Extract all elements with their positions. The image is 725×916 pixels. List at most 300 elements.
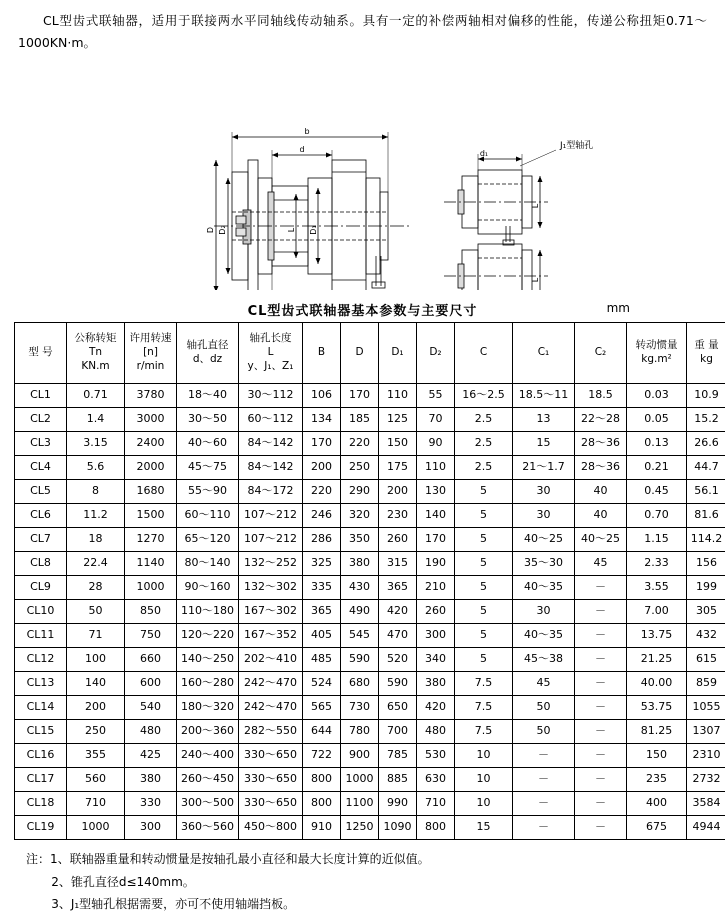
table-cell: 900 — [341, 743, 379, 767]
table-row — [15, 623, 725, 647]
table-cell: 71 — [67, 623, 125, 647]
table-cell: 1680 — [125, 479, 177, 503]
table-cell: 250 — [67, 719, 125, 743]
table-row — [15, 383, 725, 407]
table-cell: 2.33 — [627, 551, 687, 575]
table-cell: 3.55 — [627, 575, 687, 599]
table-header-cell — [67, 322, 125, 383]
table-cell: 0.45 — [627, 479, 687, 503]
table-cell: 405 — [303, 623, 341, 647]
table-cell: CL19 — [15, 815, 67, 839]
table-cell: 167～302 — [239, 599, 303, 623]
table-header-cell — [15, 322, 67, 383]
table-cell: 480 — [417, 719, 455, 743]
intro-paragraph: CL型齿式联轴器，适用于联接两水平同轴线传动轴系。具有一定的补偿两轴相对偏移的性能，传递公称扭矩0.71～1000KN·m。 — [0, 0, 725, 54]
table-cell: 70 — [417, 407, 455, 431]
table-cell: CL3 — [15, 431, 67, 455]
table-cell: 8 — [67, 479, 125, 503]
table-cell: CL18 — [15, 791, 67, 815]
table-cell: 1.4 — [67, 407, 125, 431]
table-cell: 850 — [125, 599, 177, 623]
table-header-cell — [417, 322, 455, 383]
table-unit: mm — [607, 301, 630, 315]
table-cell: 650 — [379, 695, 417, 719]
table-cell: 0.21 — [627, 455, 687, 479]
table-cell: 40～60 — [177, 431, 239, 455]
table-cell: 450～800 — [239, 815, 303, 839]
table-cell: 520 — [379, 647, 417, 671]
table-cell: 1500 — [125, 503, 177, 527]
table-cell: 7.5 — [455, 671, 513, 695]
table-cell: 22～28 — [575, 407, 627, 431]
table-header-cell — [303, 322, 341, 383]
table-cell: 380 — [125, 767, 177, 791]
table-header-cell — [379, 322, 417, 383]
table-cell: 2.5 — [455, 431, 513, 455]
table-cell: 700 — [379, 719, 417, 743]
table-cell: 30～112 — [239, 383, 303, 407]
table-cell: 140 — [417, 503, 455, 527]
table-header-cell — [177, 322, 239, 383]
table-cell: 81.6 — [687, 503, 725, 527]
table-cell: 1000 — [125, 575, 177, 599]
table-header-cell — [455, 322, 513, 383]
table-cell: 330～650 — [239, 767, 303, 791]
table-cell: 0.13 — [627, 431, 687, 455]
table-cell: 56.1 — [687, 479, 725, 503]
table-cell: 305 — [687, 599, 725, 623]
table-cell: 2.5 — [455, 455, 513, 479]
table-cell: 0.70 — [627, 503, 687, 527]
table-cell: 11.2 — [67, 503, 125, 527]
table-cell: 780 — [341, 719, 379, 743]
table-cell: 5 — [455, 479, 513, 503]
table-cell: 55～90 — [177, 479, 239, 503]
table-row — [15, 767, 725, 791]
table-cell: CL17 — [15, 767, 67, 791]
table-cell: 722 — [303, 743, 341, 767]
table-cell: 335 — [303, 575, 341, 599]
table-cell: 3584 — [687, 791, 725, 815]
table-row — [15, 503, 725, 527]
table-cell: 13.75 — [627, 623, 687, 647]
table-cell: 320 — [341, 503, 379, 527]
table-cell: CL7 — [15, 527, 67, 551]
table-cell: 859 — [687, 671, 725, 695]
table-cell: 53.75 — [627, 695, 687, 719]
table-cell: 1270 — [125, 527, 177, 551]
table-cell: － — [513, 743, 575, 767]
table-cell: 2732 — [687, 767, 725, 791]
table-cell: － — [575, 719, 627, 743]
table-cell: 3.15 — [67, 431, 125, 455]
table-cell: 44.7 — [687, 455, 725, 479]
table-row — [15, 815, 725, 839]
table-cell: 1100 — [341, 791, 379, 815]
table-cell: 210 — [417, 575, 455, 599]
table-cell: 190 — [417, 551, 455, 575]
table-cell: 170 — [341, 383, 379, 407]
table-row — [15, 527, 725, 551]
table-cell: CL2 — [15, 407, 67, 431]
table-cell: 81.25 — [627, 719, 687, 743]
table-cell: 0.05 — [627, 407, 687, 431]
table-cell: 80～140 — [177, 551, 239, 575]
table-cell: 60～110 — [177, 503, 239, 527]
table-cell: 10 — [455, 743, 513, 767]
table-cell: 3000 — [125, 407, 177, 431]
note-1: 注：1、联轴器重量和转动惯量是按轴孔最小直径和最大长度计算的近似值。 — [26, 848, 707, 871]
table-cell: 430 — [341, 575, 379, 599]
table-cell: 1055 — [687, 695, 725, 719]
table-cell: 730 — [341, 695, 379, 719]
table-header-line: B — [304, 346, 339, 360]
table-cell: 420 — [379, 599, 417, 623]
table-cell: 560 — [67, 767, 125, 791]
table-cell: CL12 — [15, 647, 67, 671]
table-cell: 22.4 — [67, 551, 125, 575]
table-row — [15, 575, 725, 599]
table-cell: 15 — [455, 815, 513, 839]
table-cell: 710 — [417, 791, 455, 815]
table-cell: 242～470 — [239, 695, 303, 719]
table-cell: 28～36 — [575, 455, 627, 479]
table-cell: 125 — [379, 407, 417, 431]
table-cell: 330 — [125, 791, 177, 815]
table-cell: 590 — [379, 671, 417, 695]
table-cell: 7.5 — [455, 695, 513, 719]
table-cell: 65～120 — [177, 527, 239, 551]
table-cell: 13 — [513, 407, 575, 431]
table-cell: 10 — [455, 767, 513, 791]
table-cell: 615 — [687, 647, 725, 671]
table-cell: 110 — [417, 455, 455, 479]
table-cell: 45～38 — [513, 647, 575, 671]
table-cell: 2400 — [125, 431, 177, 455]
table-cell: 490 — [341, 599, 379, 623]
table-cell: 55 — [417, 383, 455, 407]
table-header-cell — [239, 322, 303, 383]
technical-drawing — [0, 60, 725, 290]
table-header-line: [n] — [126, 346, 175, 360]
table-cell: 800 — [303, 791, 341, 815]
table-cell: 170 — [303, 431, 341, 455]
table-cell: 150 — [627, 743, 687, 767]
table-header — [15, 322, 725, 383]
table-cell: 21.25 — [627, 647, 687, 671]
table-cell: 485 — [303, 647, 341, 671]
table-cell: 21～1.7 — [513, 455, 575, 479]
table-cell: 107～212 — [239, 527, 303, 551]
table-cell: CL11 — [15, 623, 67, 647]
table-cell: 15 — [513, 431, 575, 455]
table-cell: 120～220 — [177, 623, 239, 647]
table-cell: 432 — [687, 623, 725, 647]
table-cell: － — [575, 815, 627, 839]
table-cell: 300～500 — [177, 791, 239, 815]
table-cell: 18.5～11 — [513, 383, 575, 407]
note-2: 2、锥孔直径d≤140mm。 — [26, 871, 707, 894]
table-header-line: C₂ — [576, 346, 625, 360]
table-cell: 2.5 — [455, 407, 513, 431]
table-row — [15, 407, 725, 431]
table-cell: 107～212 — [239, 503, 303, 527]
table-title: CL型齿式联轴器基本参数与主要尺寸 — [0, 300, 725, 319]
table-cell: 565 — [303, 695, 341, 719]
table-cell: 710 — [67, 791, 125, 815]
table-header-line: 公称转矩 — [68, 332, 123, 346]
table-cell: 1000 — [67, 815, 125, 839]
table-cell: － — [575, 743, 627, 767]
table-header-line: C₁ — [514, 346, 573, 360]
table-row — [15, 743, 725, 767]
table-cell: CL10 — [15, 599, 67, 623]
table-cell: 84～142 — [239, 455, 303, 479]
table-cell: 40 — [575, 479, 627, 503]
table-cell: 350 — [341, 527, 379, 551]
table-header-line: 转动惯量 — [628, 339, 685, 353]
label-D1-inner: D₁ — [309, 225, 318, 234]
table-cell: 5 — [455, 623, 513, 647]
table-cell: 0.71 — [67, 383, 125, 407]
table-cell: 18 — [67, 527, 125, 551]
table-cell: 132～252 — [239, 551, 303, 575]
table-cell: 30～50 — [177, 407, 239, 431]
table-header-row — [15, 322, 725, 383]
table-cell: 45～75 — [177, 455, 239, 479]
table-header-line: kg.m² — [628, 353, 685, 367]
table-row — [15, 719, 725, 743]
table-cell: 160～280 — [177, 671, 239, 695]
table-cell: － — [575, 767, 627, 791]
table-cell: 50 — [513, 695, 575, 719]
table-cell: － — [575, 695, 627, 719]
table-header-cell — [627, 322, 687, 383]
table-cell: 167～352 — [239, 623, 303, 647]
table-cell: 106 — [303, 383, 341, 407]
table-header-line: r/min — [126, 360, 175, 374]
table-cell: 90 — [417, 431, 455, 455]
table-cell: 5 — [455, 647, 513, 671]
spec-table — [14, 322, 725, 840]
table-cell: 110～180 — [177, 599, 239, 623]
table-row — [15, 479, 725, 503]
table-body — [15, 383, 725, 839]
table-cell: 175 — [379, 455, 417, 479]
label-b: b — [304, 127, 309, 136]
table-cell: CL6 — [15, 503, 67, 527]
table-cell: － — [575, 599, 627, 623]
label-D: D — [206, 227, 215, 233]
table-cell: 355 — [67, 743, 125, 767]
table-cell: CL13 — [15, 671, 67, 695]
table-row — [15, 599, 725, 623]
table-cell: 360～560 — [177, 815, 239, 839]
table-cell: 40～35 — [513, 575, 575, 599]
table-cell: 380 — [417, 671, 455, 695]
table-cell: 800 — [303, 767, 341, 791]
table-cell: 325 — [303, 551, 341, 575]
table-cell: CL8 — [15, 551, 67, 575]
table-cell: 35～30 — [513, 551, 575, 575]
table-cell: 130 — [417, 479, 455, 503]
table-cell: 250 — [341, 455, 379, 479]
table-cell: 990 — [379, 791, 417, 815]
table-cell: 660 — [125, 647, 177, 671]
table-cell: 260～450 — [177, 767, 239, 791]
table-header-cell — [125, 322, 177, 383]
table-cell: CL14 — [15, 695, 67, 719]
table-header-line: D — [342, 346, 377, 360]
table-cell: 40.00 — [627, 671, 687, 695]
table-row — [15, 455, 725, 479]
table-header-line: KN.m — [68, 360, 123, 374]
table-cell: 28～36 — [575, 431, 627, 455]
table-cell: 0.03 — [627, 383, 687, 407]
table-cell: － — [513, 767, 575, 791]
table-cell: 290 — [341, 479, 379, 503]
table-cell: 7.5 — [455, 719, 513, 743]
table-cell: 30 — [513, 599, 575, 623]
table-cell: 30 — [513, 503, 575, 527]
table-cell: 84～172 — [239, 479, 303, 503]
table-cell: 110 — [379, 383, 417, 407]
table-cell: 425 — [125, 743, 177, 767]
table-cell: 5 — [455, 527, 513, 551]
table-cell: 28 — [67, 575, 125, 599]
table-cell: 1090 — [379, 815, 417, 839]
label-d1: d₁ — [480, 149, 488, 158]
table-cell: 3780 — [125, 383, 177, 407]
table-cell: 40～25 — [513, 527, 575, 551]
table-header-line: 轴孔长度 — [240, 332, 301, 346]
table-cell: － — [513, 815, 575, 839]
table-cell: 5 — [455, 575, 513, 599]
table-cell: 4944 — [687, 815, 725, 839]
table-header-cell — [513, 322, 575, 383]
table-cell: 220 — [303, 479, 341, 503]
table-cell: 785 — [379, 743, 417, 767]
table-cell: － — [575, 575, 627, 599]
table-cell: 246 — [303, 503, 341, 527]
table-row — [15, 647, 725, 671]
table-cell: 132～302 — [239, 575, 303, 599]
label-L-inner: L — [287, 227, 296, 232]
table-cell: 50 — [513, 719, 575, 743]
table-cell: 5.6 — [67, 455, 125, 479]
table-cell: 200～360 — [177, 719, 239, 743]
table-cell: 10 — [455, 791, 513, 815]
table-cell: 380 — [341, 551, 379, 575]
table-cell: 282～550 — [239, 719, 303, 743]
table-header-line: C — [456, 346, 511, 360]
table-cell: 240～400 — [177, 743, 239, 767]
label-j1-type: J₁型轴孔 — [559, 139, 593, 151]
table-header-line: 轴孔直径 — [178, 339, 237, 353]
table-cell: 200 — [303, 455, 341, 479]
table-cell: 315 — [379, 551, 417, 575]
table-cell: － — [575, 623, 627, 647]
table-cell: － — [575, 791, 627, 815]
table-header-line: Tn — [68, 346, 123, 360]
table-cell: 180～320 — [177, 695, 239, 719]
table-cell: 7.00 — [627, 599, 687, 623]
table-cell: 50 — [67, 599, 125, 623]
table-cell: 5 — [455, 599, 513, 623]
table-cell: 40 — [575, 503, 627, 527]
table-cell: 480 — [125, 719, 177, 743]
table-cell: － — [575, 647, 627, 671]
table-header-line: 重 量 — [688, 339, 725, 353]
table-cell: 202～410 — [239, 647, 303, 671]
table-cell: 40～25 — [575, 527, 627, 551]
table-cell: － — [513, 791, 575, 815]
table-cell: 600 — [125, 671, 177, 695]
table-cell: 300 — [125, 815, 177, 839]
table-cell: 45 — [575, 551, 627, 575]
table-cell: 40～35 — [513, 623, 575, 647]
table-cell: 470 — [379, 623, 417, 647]
table-cell: 1.15 — [627, 527, 687, 551]
label-d: d — [299, 145, 304, 154]
notes-block — [0, 840, 725, 916]
table-row — [15, 695, 725, 719]
table-cell: 45 — [513, 671, 575, 695]
table-cell: 15.2 — [687, 407, 725, 431]
table-cell: 150 — [379, 431, 417, 455]
table-cell: 330～650 — [239, 743, 303, 767]
table-cell: 545 — [341, 623, 379, 647]
table-cell: 18～40 — [177, 383, 239, 407]
table-cell: 260 — [379, 527, 417, 551]
table-cell: 156 — [687, 551, 725, 575]
table-cell: 365 — [303, 599, 341, 623]
table-cell: 140～250 — [177, 647, 239, 671]
table-cell: 540 — [125, 695, 177, 719]
table-cell: 5 — [455, 551, 513, 575]
label-D2: D₂ — [218, 225, 227, 234]
table-cell: 590 — [341, 647, 379, 671]
table-cell: 200 — [67, 695, 125, 719]
table-header-line: 型 号 — [16, 346, 65, 360]
table-cell: 1307 — [687, 719, 725, 743]
table-row — [15, 551, 725, 575]
table-cell: 530 — [417, 743, 455, 767]
table-cell: 16～2.5 — [455, 383, 513, 407]
table-cell: 260 — [417, 599, 455, 623]
table-cell: 675 — [627, 815, 687, 839]
label-L-z1: L — [531, 277, 540, 282]
table-cell: 800 — [417, 815, 455, 839]
table-header-line: 许用转速 — [126, 332, 175, 346]
label-L-j1: L — [531, 203, 540, 208]
table-cell: 30 — [513, 479, 575, 503]
table-cell: － — [575, 671, 627, 695]
table-cell: 100 — [67, 647, 125, 671]
table-cell: 84～142 — [239, 431, 303, 455]
table-cell: 199 — [687, 575, 725, 599]
table-cell: 10.9 — [687, 383, 725, 407]
table-cell: 300 — [417, 623, 455, 647]
table-cell: 1140 — [125, 551, 177, 575]
table-cell: 524 — [303, 671, 341, 695]
table-cell: 235 — [627, 767, 687, 791]
table-cell: CL9 — [15, 575, 67, 599]
table-cell: 2310 — [687, 743, 725, 767]
table-header-line: kg — [688, 353, 725, 367]
table-row — [15, 671, 725, 695]
table-cell: 140 — [67, 671, 125, 695]
